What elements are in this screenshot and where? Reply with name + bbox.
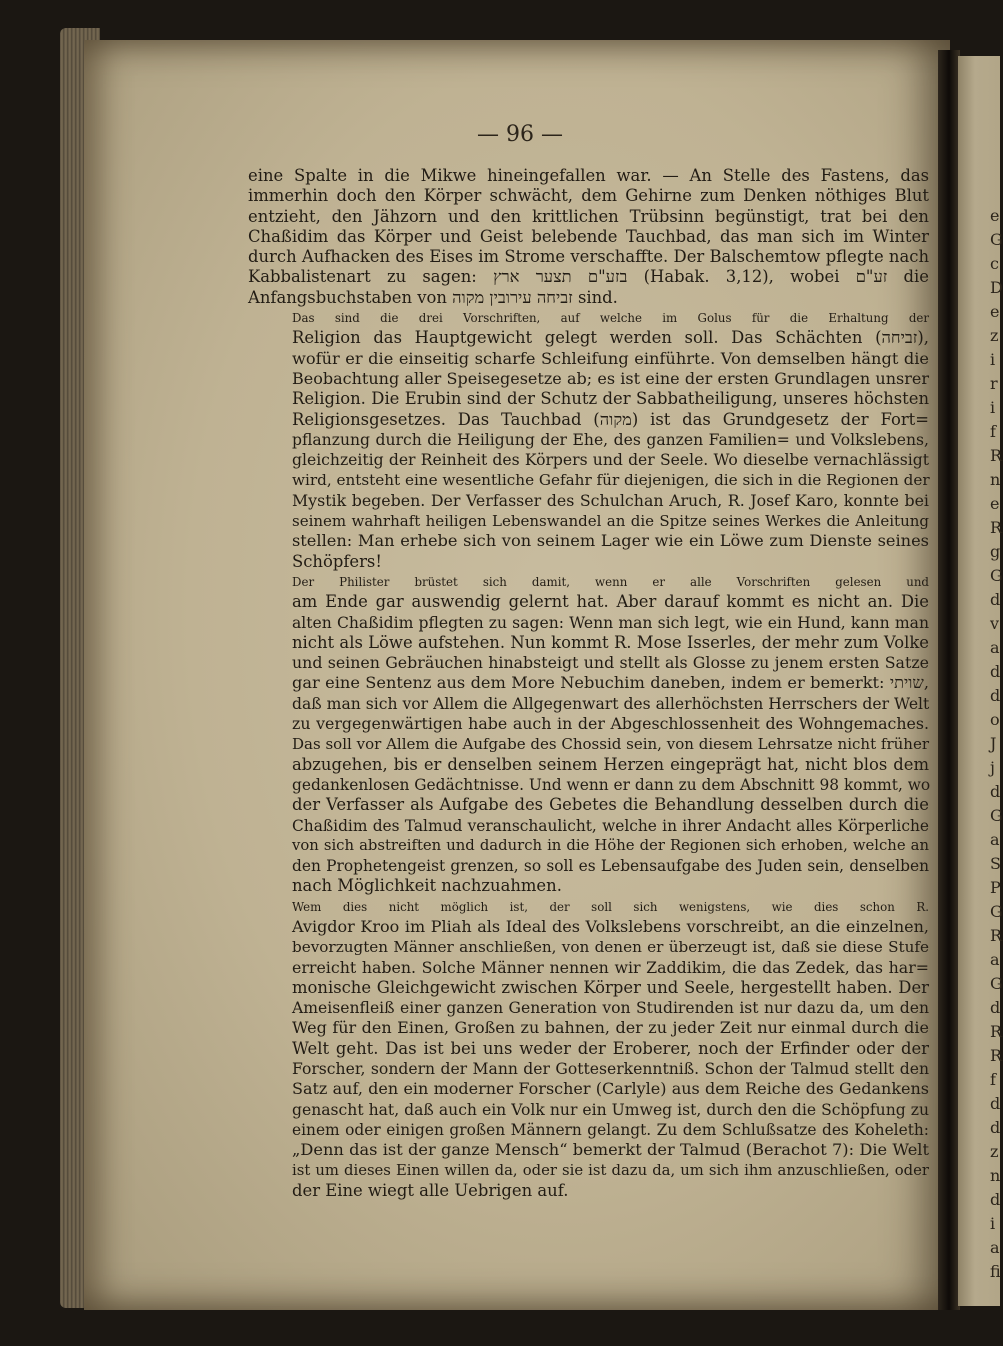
text-line: nach Möglichkeit nachzuahmen. <box>292 876 562 896</box>
text-line: Forscher, sondern der Mann der Gotteserkenntniß. Schon der Talmud stellt den <box>292 1060 929 1079</box>
text-line: gedankenlosen Gedächtnisse. Und wenn er dann zu dem Abschnitt 98 kommt, wo <box>292 775 931 794</box>
text-line: genascht hat, daß auch ein Volk nur ein Umweg ist, durch den die Schöpfung zu <box>292 1100 929 1119</box>
text-line: der Eine wiegt alle Uebrigen auf. <box>292 1180 569 1200</box>
paragraph <box>248 308 929 572</box>
facing-page-fragment: n <box>990 470 1001 489</box>
text-line: Satz auf, den ein moderner Forscher (Carlyle) aus dem Reiche des Gedankens <box>292 1079 929 1099</box>
text-line: Religion. Die Erubin sind der Schutz der Sabbatheiligung, unseres höchsten <box>292 389 929 409</box>
facing-page-fragment: a <box>990 1238 1000 1257</box>
text-line: Kabbalistenart zu sagen: בזע"ם תצער ארץ (Habak. 3,12), wobei זע"ם die <box>248 267 929 287</box>
text-line: pflanzung durch die Heiligung der Ehe, des ganzen Familien= und Volkslebens, <box>292 430 929 449</box>
text-line: Chaßidim des Talmud veranschaulicht, welche in ihrer Andacht alles Körperliche <box>292 816 929 835</box>
facing-page-fragment: G <box>990 902 1003 921</box>
facing-page-fragment: i <box>990 1214 996 1233</box>
text-line: am Ende gar auswendig gelernt hat. Aber darauf kommt es nicht an. Die <box>292 592 929 612</box>
facing-page-fragment: d <box>990 782 1001 801</box>
facing-page-fragment: J <box>990 734 997 753</box>
facing-page-fragment: i <box>990 350 996 369</box>
facing-page-fragment: e <box>990 494 1000 513</box>
text-line: Religion das Hauptgewicht gelegt werden soll. Das Schächten (זביחה), <box>292 328 929 348</box>
facing-page-fragment: f <box>990 1070 996 1089</box>
facing-page-fragment: G <box>990 230 1003 249</box>
facing-page-fragment: a <box>990 950 1000 969</box>
facing-page-fragment: R <box>990 518 1003 537</box>
facing-page-fragment: G <box>990 806 1003 825</box>
text-line: Welt geht. Das ist bei uns weder der Eroberer, noch der Erfinder oder der <box>292 1038 929 1058</box>
text-line: seinem wahrhaft heiligen Lebenswandel an die Spitze seines Werkes die Anleitung <box>292 512 929 531</box>
facing-page-fragment: G <box>990 566 1003 585</box>
text-line: Das soll vor Allem die Aufgabe des Chossid sein, von diesem Lehrsatze nicht früher <box>292 735 929 754</box>
text-line: bevorzugten Männer anschließen, von denen er überzeugt ist, daß sie diese Stufe <box>292 938 929 957</box>
facing-page-fragment: f <box>990 422 996 441</box>
text-line: Chaßidim das Körper und Geist belebende Tauchbad, das man sich im Winter <box>248 226 929 246</box>
text-line: stellen: Man erhebe sich von seinem Lager wie ein Löwe zum Dienste seines <box>292 531 929 551</box>
facing-page-fragment: o <box>990 710 1000 729</box>
facing-page-fragment: R <box>990 926 1003 945</box>
text-line: monische Gleichgewicht zwischen Körper und Seele, hergestellt haben. Der <box>292 977 929 997</box>
text-line: und seinen Gebräuchen hinabsteigt und stellt als Glosse zu jenem ersten Satze <box>292 653 929 673</box>
facing-page-fragment: z <box>990 1142 999 1161</box>
facing-page-fragment: d <box>990 1118 1001 1137</box>
facing-page-fragment: G <box>990 974 1003 993</box>
text-line: gar eine Sentenz aus dem More Nebuchim daneben, indem er bemerkt: שויתי, <box>292 673 929 693</box>
text-line: erreicht haben. Solche Männer nennen wir Zaddikim, die das Zedek, das har= <box>292 957 929 977</box>
text-line: wofür er die einseitig scharfe Schleifung einführte. Von demselben hängt die <box>292 348 929 368</box>
text-line: alten Chaßidim pflegten zu sagen: Wenn man sich legt, wie ein Hund, kann man <box>292 613 929 632</box>
text-line: ist um dieses Einen willen da, oder sie ist dazu da, um sich ihm anzuschließen, oder <box>292 1161 929 1179</box>
text-line: „Denn das ist der ganze Mensch“ bemerkt der Talmud (Berachot 7): Die Welt <box>292 1140 929 1160</box>
facing-page-fragment: g <box>990 542 1001 561</box>
text-line: der Verfasser als Aufgabe des Gebetes die Behandlung desselben durch die <box>292 795 929 815</box>
facing-page-fragment: n <box>990 1166 1001 1185</box>
facing-page-fragment: a <box>990 638 1000 657</box>
facing-page-fragment: d <box>990 590 1001 609</box>
text-line: eine Spalte in die Mikwe hineingefallen war. — An Stelle des Fastens, das <box>248 166 929 185</box>
facing-page-fragment: R <box>990 446 1003 465</box>
book-gutter <box>938 50 960 1310</box>
paragraph <box>248 897 929 1201</box>
facing-page-fragment: d <box>990 998 1001 1017</box>
facing-page-fragment: R <box>990 1046 1003 1065</box>
text-line: Mystik begeben. Der Verfasser des Schulchan Aruch, R. Josef Karo, konnte bei <box>292 490 929 510</box>
text-line: Weg für den Einen, Großen zu bahnen, der zu jeder Zeit nur einmal durch die <box>292 1018 929 1038</box>
facing-page-edge <box>958 56 1003 1306</box>
paragraph <box>248 166 929 308</box>
text-line: wird, entsteht eine wesentliche Gefahr für diejenigen, die sich in die Regionen der <box>292 471 930 490</box>
facing-page-fragment: d <box>990 662 1001 681</box>
text-line: nicht als Löwe aufstehen. Nun kommt R. Mose Isserles, der mehr zum Volke <box>292 632 929 652</box>
facing-page-fragment: P <box>990 878 1001 897</box>
facing-page-fragment: j <box>990 758 995 777</box>
text-line: Beobachtung aller Speisegesetze ab; es ist eine der ersten Grundlagen unsrer <box>292 368 929 388</box>
facing-page-fragment: R <box>990 1022 1003 1041</box>
facing-page-fragment: fi <box>990 1262 1001 1281</box>
text-line: durch Aufhacken des Eises im Strome verschaffte. Der Balschemtow pflegte nach <box>248 247 929 267</box>
text-line: zu vergegenwärtigen habe auch in der Abgeschlossenheit des Wohngemaches. <box>292 714 929 734</box>
text-line: abzugehen, bis er denselben seinem Herzen eingeprägt hat, nicht blos dem <box>292 754 929 774</box>
facing-page-fragment: e <box>990 302 1000 321</box>
paragraph <box>248 572 929 897</box>
facing-page-fragment: z <box>990 326 999 345</box>
text-line: entzieht, den Jähzorn und den krittlichen Trübsinn begünstigt, trat bei den <box>248 206 929 226</box>
facing-page-fragment: d <box>990 1190 1001 1209</box>
text-line: Ameisenfleiß einer ganzen Generation von Studirenden ist nur dazu da, um den <box>292 999 929 1018</box>
page-number: — 96 — <box>477 122 563 147</box>
text-line: gleichzeitig der Reinheit des Körpers und der Seele. Wo dieselbe vernachlässigt <box>292 451 929 470</box>
text-line: Das sind die drei Vorschriften, auf welche im Golus für die Erhaltung der <box>292 311 929 326</box>
text-line: den Prophetengeist grenzen, so soll es Lebensaufgabe des Juden sein, denselben <box>292 857 929 876</box>
text-line: Der Philister brüstet sich damit, wenn er alle Vorschriften gelesen und <box>292 574 929 589</box>
facing-page-fragment: e <box>990 206 1000 225</box>
facing-page-fragment: d <box>990 1094 1001 1113</box>
facing-page-fragment: S <box>990 854 1001 873</box>
text-line: daß man sich vor Allem die Allgegenwart des allerhöchsten Herrschers der Welt <box>292 694 930 713</box>
text-line: Schöpfers! <box>292 551 382 571</box>
text-line: Religionsgesetzes. Das Tauchbad (מקוה) ist das Grundgesetz der Fort= <box>292 409 929 429</box>
facing-page-fragment: D <box>990 278 1003 297</box>
text-line: von sich abstreiften und dadurch in die Höhe der Regionen sich erhoben, welche an <box>292 836 929 854</box>
facing-page-fragment: v <box>990 614 1000 633</box>
text-line: Avigdor Kroo im Pliah als Ideal des Volkslebens vorschreibt, an die einzelnen, <box>292 916 929 936</box>
facing-page-fragment: d <box>990 686 1001 705</box>
body-text <box>248 166 929 1201</box>
facing-page-fragment: r <box>990 374 998 393</box>
facing-page-fragment: a <box>990 830 1000 849</box>
text-line: einem oder einigen großen Männern gelangt. Zu dem Schlußsatze des Koheleth: <box>292 1120 929 1139</box>
text-line: Anfangsbuchstaben von זביחה עירובין מקוה sind. <box>248 287 618 307</box>
text-line: Wem dies nicht möglich ist, der soll sich wenigstens, wie dies schon R. <box>292 899 929 914</box>
facing-page-fragment: i <box>990 398 996 417</box>
facing-page-fragment: c <box>990 254 999 273</box>
text-line: immerhin doch den Körper schwächt, dem Gehirne zum Denken nöthiges Blut <box>248 186 929 206</box>
